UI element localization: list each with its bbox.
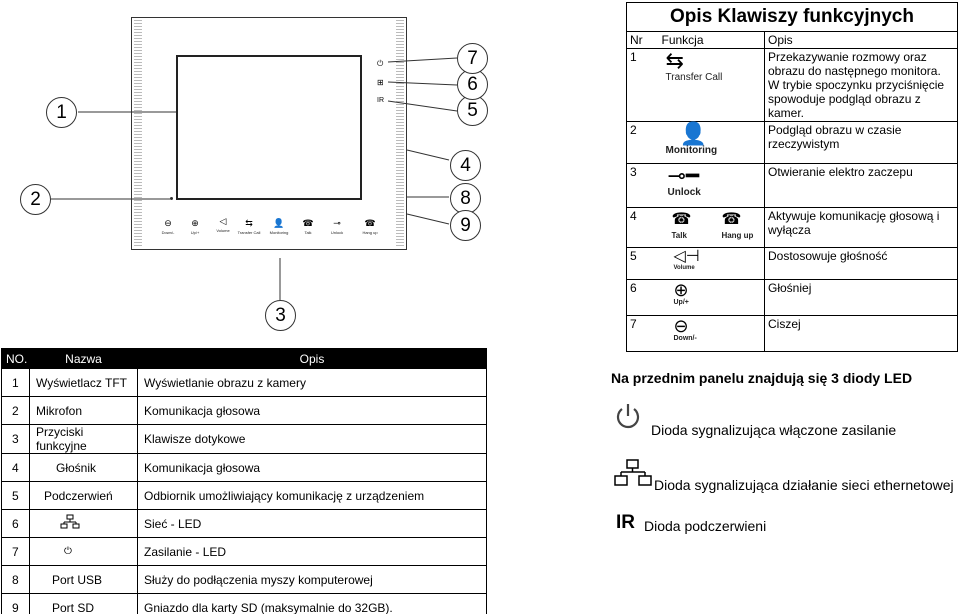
key-up: ⊕ Up/+ bbox=[187, 218, 203, 238]
col-nr: Nr bbox=[627, 32, 659, 49]
key-talk: ☎ Talk bbox=[300, 218, 316, 238]
ir-icon: IR bbox=[616, 512, 635, 533]
power-icon: ⏻ bbox=[64, 546, 72, 557]
table-row: 6 Sieć - LED bbox=[2, 510, 487, 538]
table-row: 7 ⊖ Down/- Ciszej bbox=[627, 316, 958, 352]
hang-up-icon: ☎ bbox=[364, 218, 376, 228]
table-row: 2 👤 Monitoring Podgląd obrazu w czasie rzeczywistym bbox=[627, 122, 958, 164]
table-row: 1 ⇆ Transfer Call Przekazywanie rozmowy oraz obrazu do następnego monitora. W trybie spoczynku przyciśnięcie spowoduje podgląd obrazu z kamer. bbox=[627, 49, 958, 122]
legend-ir-text: Dioda podczerwieni bbox=[644, 518, 767, 534]
table-row: 7 ⏻ Zasilanie - LED bbox=[2, 538, 487, 566]
unlock-icon: ⊸━ bbox=[667, 163, 700, 188]
network-led-icon: ⊞ bbox=[377, 78, 384, 87]
key-volume: ◁ Volume bbox=[214, 216, 232, 236]
col-function: Funkcja bbox=[659, 32, 765, 49]
key-down: ⊖ Down/- bbox=[161, 218, 175, 235]
monitoring-icon: 👤 bbox=[273, 218, 285, 228]
down-icon: ⊖ bbox=[673, 316, 689, 336]
transfer-call-icon: ⇆ bbox=[245, 218, 253, 228]
talk-icon: ☎ bbox=[671, 211, 692, 228]
volume-icon: ◁⊣ bbox=[673, 248, 700, 265]
callout-5: 5 bbox=[457, 95, 488, 126]
table-row: 3 ⊸━ Unlock Otwieranie elektro zaczepu bbox=[627, 164, 958, 208]
parts-table bbox=[1, 348, 487, 614]
col-opis: Opis bbox=[138, 349, 487, 369]
callout-3: 3 bbox=[265, 300, 296, 331]
monitoring-icon: 👤 bbox=[679, 121, 707, 146]
legend-network-text: Dioda sygnalizująca działanie sieci ethernetowej bbox=[654, 477, 954, 493]
unlock-icon: ⊸ bbox=[333, 218, 341, 228]
function-keys-table bbox=[626, 2, 958, 352]
network-icon bbox=[614, 459, 652, 487]
transfer-call-icon: ⇆ bbox=[665, 48, 684, 73]
callout-2: 2 bbox=[20, 184, 51, 215]
led-legend-title: Na przednim panelu znajdują się 3 diody LED bbox=[611, 370, 913, 386]
legend-power-text: Dioda sygnalizująca włączone zasilanie bbox=[651, 422, 897, 438]
callout-8: 8 bbox=[450, 183, 481, 214]
network-icon bbox=[60, 514, 80, 530]
col-no: NO. bbox=[2, 349, 30, 369]
table-row: 6 ⊕ Up/+ Głośniej bbox=[627, 280, 958, 316]
key-unlock: ⊸ Unlock bbox=[328, 218, 346, 238]
col-description: Opis bbox=[765, 32, 958, 49]
talk-icon: ☎ bbox=[302, 218, 314, 228]
callout-9: 9 bbox=[450, 210, 481, 241]
callout-1: 1 bbox=[46, 97, 77, 128]
col-name: Nazwa bbox=[30, 349, 138, 369]
up-icon: ⊕ bbox=[191, 218, 199, 228]
table-row: 5 ◁⊣ Volume Dostosowuje głośność bbox=[627, 248, 958, 280]
callout-6: 6 bbox=[457, 69, 488, 100]
function-table-title: Opis Klawiszy funkcyjnych bbox=[627, 3, 958, 32]
table-row: 4 ☎ Talk ☎ Hang up Aktywuje komunikację głosową i wyłącza bbox=[627, 208, 958, 248]
callout-4: 4 bbox=[450, 150, 481, 181]
power-icon bbox=[613, 401, 643, 433]
table-row: 4 Głośnik Komunikacja głosowa bbox=[2, 454, 487, 482]
callout-7: 7 bbox=[457, 43, 488, 74]
table-row: 1 Wyświetlacz TFT Wyświetlanie obrazu z kamery bbox=[2, 369, 487, 397]
table-row: 8 Port USB Służy do podłączenia myszy komputerowej bbox=[2, 566, 487, 594]
volume-icon: ◁ bbox=[219, 216, 227, 226]
key-transfer-call: ⇆ Transfer Call bbox=[237, 218, 261, 235]
ir-sensor-label: IR bbox=[377, 97, 384, 104]
table-row: 3 Przyciski funkcyjne Klawisze dotykowe bbox=[2, 425, 487, 454]
up-icon: ⊕ bbox=[673, 280, 689, 300]
power-led-icon: ⏻ bbox=[377, 59, 384, 68]
down-icon: ⊖ bbox=[164, 218, 172, 228]
callout-lines bbox=[0, 0, 620, 340]
table-row: 9 Port SD Gniazdo dla karty SD (maksymalnie do 32GB). bbox=[2, 594, 487, 614]
table-row: 2 Mikrofon Komunikacja głosowa bbox=[2, 397, 487, 425]
hang-up-icon: ☎ bbox=[721, 211, 742, 228]
key-hang-up: ☎ Hang up bbox=[359, 218, 381, 238]
key-monitoring: 👤 Monitoring bbox=[269, 218, 289, 235]
table-row: 5 Podczerwień Odbiornik umożliwiający komunikację z urządzeniem bbox=[2, 482, 487, 510]
